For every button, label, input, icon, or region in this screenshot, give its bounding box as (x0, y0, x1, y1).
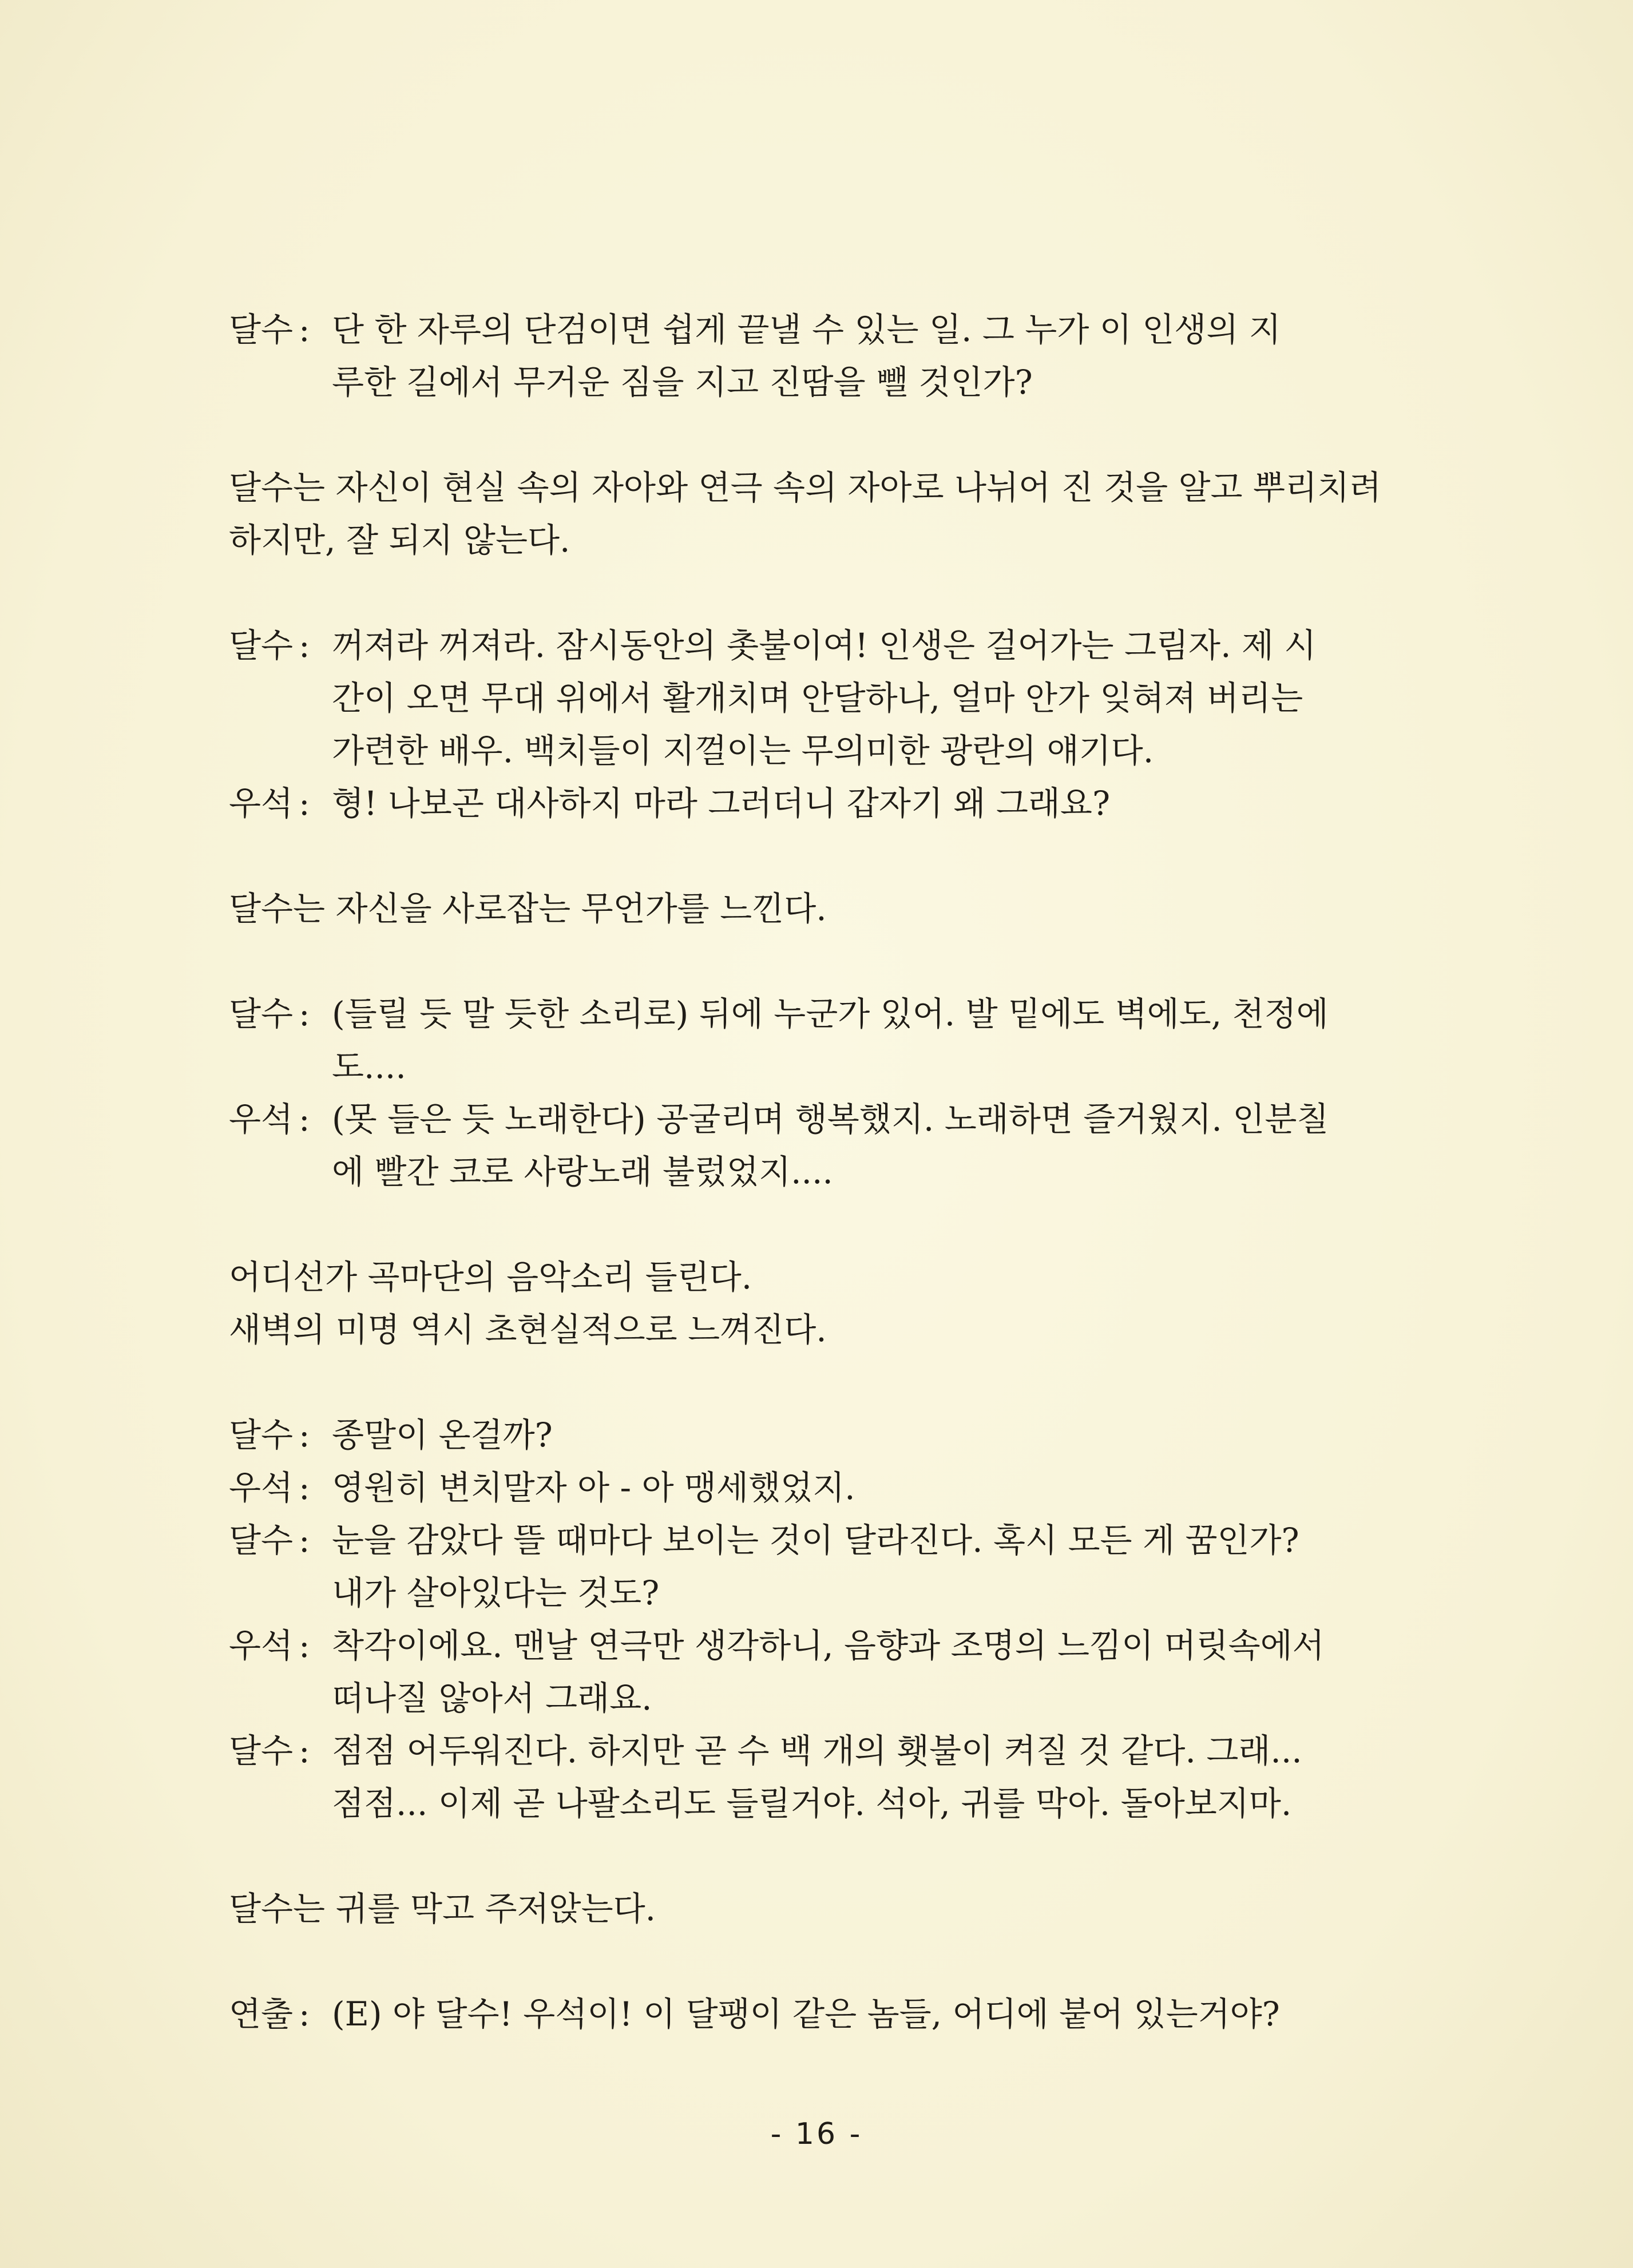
speaker-name: 달수 (229, 1415, 294, 1454)
speaker-separator: : (299, 626, 310, 665)
speaker-separator: : (299, 1468, 310, 1507)
stage-direction-line: 달수는 자신을 사로잡는 무언가를 느낀다. (229, 889, 827, 928)
speaker-name: 우석 (229, 784, 294, 823)
dialogue-line (229, 1724, 1390, 1830)
dialogue-row (229, 672, 1390, 724)
speaker-separator: : (299, 994, 310, 1033)
dialogue-line (229, 1409, 1390, 1461)
speaker-separator: : (299, 1521, 310, 1560)
dialogue-line (229, 1093, 1390, 1198)
speaker-name: 우석 (229, 1626, 294, 1665)
dialogue-row (229, 1567, 1390, 1619)
script-body (229, 303, 1390, 2040)
speaker-name: 달수 (229, 994, 294, 1033)
dialogue-line (229, 303, 1390, 409)
dialogue-text: 영원히 변치말자 아 - 아 맹세했었지. (332, 1468, 855, 1507)
dialogue-continuation: 떠나질 않아서 그래요. (332, 1679, 652, 1718)
paragraph-gap (229, 830, 1390, 882)
paragraph-gap (229, 935, 1390, 988)
dialogue-text: 형! 나보곤 대사하지 마라 그러더니 갑자기 왜 그래요? (332, 784, 1111, 823)
speaker-name: 달수 (229, 1731, 294, 1770)
dialogue-row (229, 1514, 1390, 1567)
paragraph-gap (229, 1935, 1390, 1988)
dialogue-row (229, 1988, 1390, 2040)
dialogue-text: (못 들은 듯 노래한다) 공굴리며 행복했지. 노래하면 즐거웠지. 인분칠 (332, 1100, 1329, 1139)
speaker-separator: : (299, 310, 310, 349)
paragraph-gap (229, 1356, 1390, 1409)
speaker-name: 달수 (229, 626, 294, 665)
speaker-separator: : (299, 1626, 310, 1665)
stage-direction-line: 새벽의 미명 역시 초현실적으로 느껴진다. (229, 1310, 827, 1349)
paragraph-gap (229, 409, 1390, 461)
speaker-name: 달수 (229, 1521, 294, 1560)
dialogue-line (229, 988, 1390, 1093)
dialogue-row (229, 1145, 1390, 1198)
dialogue-continuation: 에 빨간 코로 사랑노래 불렀었지.... (332, 1152, 833, 1191)
stage-direction (229, 461, 1390, 566)
page-number: - 16 - (770, 2117, 863, 2151)
dialogue-text: 종말이 온걸까? (332, 1415, 553, 1454)
dialogue-continuation: 가련한 배우. 백치들이 지껄이는 무의미한 광란의 얘기다. (332, 731, 1154, 770)
dialogue-row (229, 1672, 1390, 1724)
dialogue-row (229, 1409, 1390, 1461)
speaker-name: 우석 (229, 1468, 294, 1507)
dialogue-row (229, 1777, 1390, 1830)
stage-direction-line: 어디선가 곡마단의 음악소리 들린다. (229, 1258, 752, 1296)
dialogue-text: 눈을 감았다 뜰 때마다 보이는 것이 달라진다. 혹시 모든 게 꿈인가? (332, 1521, 1299, 1560)
dialogue-row (229, 303, 1390, 356)
dialogue-continuation: 루한 길에서 무거운 짐을 지고 진땀을 뺄 것인가? (332, 363, 1033, 402)
dialogue-line (229, 1988, 1390, 2040)
dialogue-row (229, 1093, 1390, 1145)
dialogue-row (229, 988, 1390, 1040)
dialogue-text: (E) 야 달수! 우석이! 이 달팽이 같은 놈들, 어디에 붙어 있는거야? (332, 1995, 1280, 2033)
speaker-name: 우석 (229, 1100, 294, 1139)
stage-direction-line: 달수는 귀를 막고 주저앉는다. (229, 1889, 656, 1928)
speaker-separator: : (299, 1731, 310, 1770)
dialogue-line (229, 1619, 1390, 1724)
stage-direction-line: 하지만, 잘 되지 않는다. (229, 521, 570, 560)
stage-direction (229, 882, 1390, 935)
dialogue-line (229, 1461, 1390, 1514)
dialogue-row (229, 1724, 1390, 1777)
dialogue-row (229, 1619, 1390, 1672)
speaker-separator: : (299, 1415, 310, 1454)
dialogue-text: 단 한 자루의 단검이면 쉽게 끝낼 수 있는 일. 그 누가 이 인생의 지 (332, 310, 1281, 349)
dialogue-row (229, 619, 1390, 672)
dialogue-text: 점점 어두워진다. 하지만 곧 수 백 개의 횃불이 켜질 것 같다. 그래... (332, 1731, 1302, 1770)
paragraph-gap (229, 1830, 1390, 1882)
dialogue-line (229, 619, 1390, 777)
speaker-separator: : (299, 1100, 310, 1139)
dialogue-continuation: 점점... 이제 곧 나팔소리도 들릴거야. 석아, 귀를 막아. 돌아보지마. (332, 1784, 1292, 1823)
paragraph-gap (229, 566, 1390, 619)
dialogue-text: 착각이에요. 맨날 연극만 생각하니, 음향과 조명의 느낌이 머릿속에서 (332, 1626, 1325, 1665)
stage-direction (229, 1251, 1390, 1356)
dialogue-row (229, 724, 1390, 777)
dialogue-row (229, 777, 1390, 830)
dialogue-continuation: 간이 오면 무대 위에서 활개치며 안달하나, 얼마 안가 잊혀져 버리는 (332, 679, 1303, 717)
dialogue-line (229, 1514, 1390, 1619)
speaker-separator: : (299, 784, 310, 823)
paragraph-gap (229, 1198, 1390, 1251)
speaker-separator: : (299, 1995, 310, 2033)
dialogue-line (229, 777, 1390, 830)
dialogue-text: 꺼져라 꺼져라. 잠시동안의 촛불이여! 인생은 걸어가는 그림자. 제 시 (332, 626, 1317, 665)
stage-direction (229, 1882, 1390, 1935)
dialogue-row (229, 1461, 1390, 1514)
dialogue-row (229, 1040, 1390, 1093)
dialogue-continuation: 도.... (332, 1047, 406, 1086)
speaker-name: 달수 (229, 310, 294, 349)
speaker-name: 연출 (229, 1995, 294, 2033)
dialogue-row (229, 356, 1390, 409)
stage-direction-line: 달수는 자신이 현실 속의 자아와 연극 속의 자아로 나뉘어 진 것을 알고 뿌리치려 (229, 468, 1382, 507)
dialogue-continuation: 내가 살아있다는 것도? (332, 1573, 660, 1612)
dialogue-text: (들릴 듯 말 듯한 소리로) 뒤에 누군가 있어. 발 밑에도 벽에도, 천정에 (332, 994, 1329, 1033)
